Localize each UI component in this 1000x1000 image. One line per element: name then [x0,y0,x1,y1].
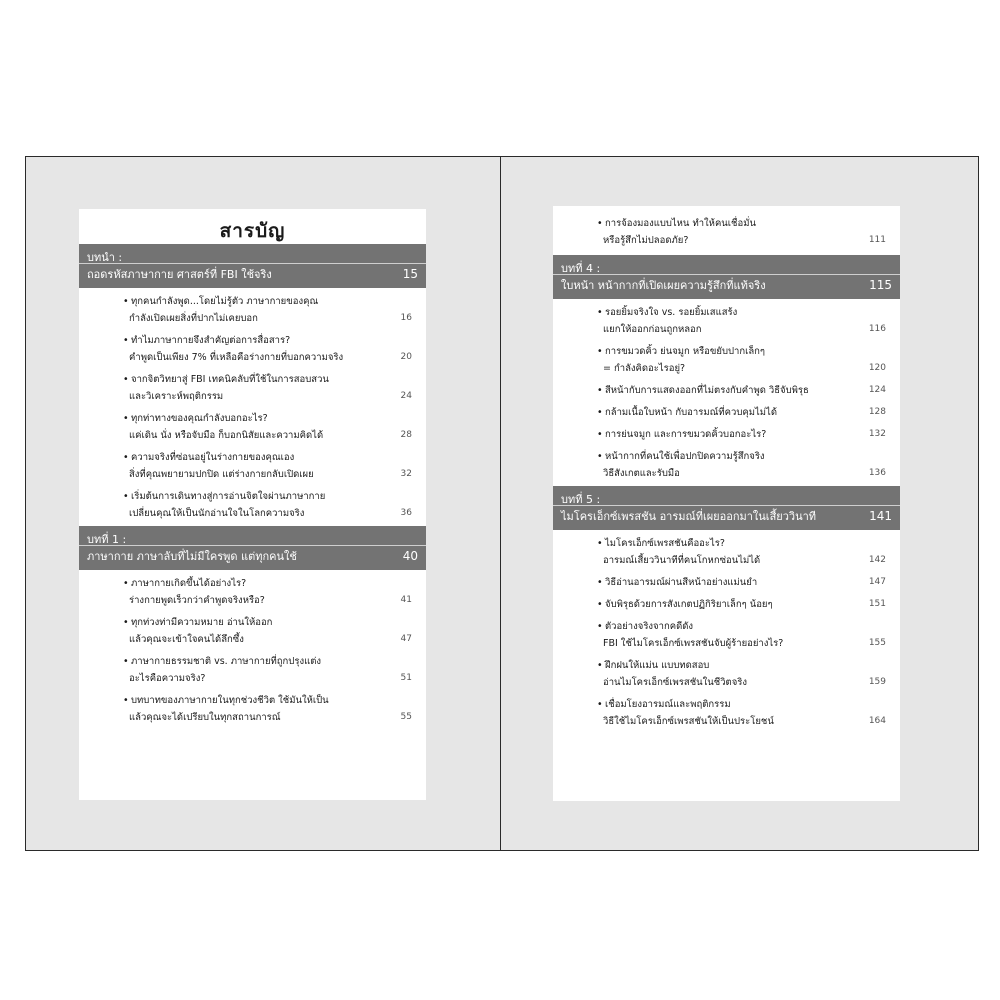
bullet-icon: • [123,491,129,502]
toc-entry-line2: อะไรคือความจริง? [129,673,206,684]
toc-entry-line2: หรือรู้สึกไม่ปลอดภัย? [603,235,689,246]
toc-entry-line2: แค่เดิน นั่ง หรือจับมือ ก็บอกนิสัยและความคิดได้ [129,430,324,441]
toc-entry[interactable] [79,293,426,327]
toc-entry-page-number: 120 [868,363,886,373]
toc-entry-page-number: 136 [868,468,886,478]
toc-entry-line2: วิธีสังเกตและรับมือ [603,468,680,479]
bullet-icon: • [597,699,603,710]
bullet-icon: • [597,538,603,549]
bullet-icon: • [123,578,129,589]
toc-entry-line1: จากจิตวิทยาสู่ FBI เทคนิคลับที่ใช้ในการสอบสวน [131,374,329,385]
chapter-page-number: 40 [402,549,418,563]
chapter-page-number: 115 [869,278,892,292]
toc-entry-page-number: 32 [400,469,412,479]
toc-entry-line1: ฝึกฝนให้แม่น แบบทดสอบ [605,660,710,671]
bullet-icon: • [123,413,129,424]
toc-entry[interactable] [553,426,900,443]
bullet-icon: • [123,695,129,706]
bullet-icon: • [123,374,129,385]
toc-entry[interactable] [79,653,426,687]
toc-entry-line2: และวิเคราะห์พฤติกรรม [129,391,224,402]
toc-entry-page-number: 155 [868,638,886,648]
chapter-header[interactable] [553,255,900,299]
bullet-icon: • [597,307,603,318]
toc-entry-line2: วิธีใช้ไมโครเอ็กซ์เพรสชันให้เป็นประโยชน์ [603,716,774,727]
chapter-label: บทที่ 4 : [561,262,601,275]
bullet-icon: • [597,346,603,357]
chapter-heading: ไมโครเอ็กซ์เพรสชัน อารมณ์ที่เผยออกมาในเสี้ยววินาที [561,510,817,523]
bullet-icon: • [597,385,603,396]
toc-entry[interactable] [79,692,426,726]
toc-entry-line1: ภาษากายเกิดขึ้นได้อย่างไร? [131,578,247,589]
chapter-header[interactable] [79,526,426,570]
toc-entry[interactable] [553,382,900,399]
toc-entry-line2: กำลังเปิดเผยสิ่งที่ปากไม่เคยบอก [129,313,258,324]
toc-entry[interactable] [79,332,426,366]
toc-entry-line2: ร่างกายพูดเร็วกว่าคำพูดจริงหรือ? [129,595,265,606]
toc-entry-line2: อ่านไมโครเอ็กซ์เพรสชันในชีวิตจริง [603,677,748,688]
toc-entry-page-number: 128 [868,407,886,417]
chapter-page-number: 141 [869,509,892,523]
toc-entry[interactable] [553,696,900,730]
toc-entry-page-number: 111 [868,235,886,245]
bullet-icon: • [123,617,129,628]
toc-entry-page-number: 132 [868,429,886,439]
toc-entry-line2: เปลี่ยนคุณให้เป็นนักอ่านใจในโลกความจริง [129,508,305,519]
toc-entry-page-number: 159 [868,677,886,687]
toc-entry[interactable] [79,410,426,444]
chapter-header[interactable] [553,486,900,530]
toc-entry-page-number: 36 [400,508,412,518]
chapter-heading: ใบหน้า หน้ากากที่เปิดเผยความรู้สึกที่แท้จริง [561,279,766,292]
bullet-icon: • [597,621,603,632]
chapter-label: บทที่ 1 : [87,533,127,546]
toc-entry-line2: คำพูดเป็นเพียง 7% ที่เหลือคือร่างกายที่บอกความจริง [129,352,344,363]
toc-entry[interactable] [553,448,900,482]
toc-entry-line1: ทำไมภาษากายจึงสำคัญต่อการสื่อสาร? [131,335,291,346]
toc-entry-line1: สีหน้ากับการแสดงออกที่ไม่ตรงกับคำพูด วิธีจับพิรุธ [605,385,809,396]
chapter-label: บทนำ : [87,251,123,264]
toc-entry-line1: ทุกคนกำลังพูด...โดยไม่รู้ตัว ภาษากายของคุณ [131,296,319,307]
bullet-icon: • [123,335,129,346]
toc-entry-line1: ทุกท่าทางของคุณกำลังบอกอะไร? [131,413,268,424]
toc-entry-line1: หน้ากากที่คนใช้เพื่อปกปิดความรู้สึกจริง [605,451,765,462]
chapter-header[interactable] [79,244,426,288]
toc-entry-page-number: 24 [400,391,412,401]
chapter-label: บทที่ 5 : [561,493,601,506]
left-page [79,209,426,800]
toc-entry[interactable] [79,488,426,522]
bullet-icon: • [597,407,603,418]
toc-entry[interactable] [553,304,900,338]
toc-entry-line1: ภาษากายธรรมชาติ vs. ภาษากายที่ถูกปรุงแต่ง [131,656,322,667]
toc-entry[interactable] [553,574,900,591]
toc-entry-page-number: 20 [400,352,412,362]
toc-entry-line1: เริ่มต้นการเดินทางสู่การอ่านจิตใจผ่านภาษากาย [131,491,326,502]
bullet-icon: • [123,656,129,667]
toc-entry-page-number: 151 [868,599,886,609]
toc-entry-page-number: 28 [400,430,412,440]
toc-entry-line2: FBI ใช้ไมโครเอ็กซ์เพรสชันจับผู้ร้ายอย่างไร? [603,638,784,649]
toc-entry[interactable] [553,535,900,569]
chapter-page-number: 15 [402,267,418,281]
toc-entry-page-number: 16 [400,313,412,323]
toc-entry-line1: การขมวดคิ้ว ย่นจมูก หรือขยับปากเล็กๆ [605,346,766,357]
toc-entry-line1: ความจริงที่ซ่อนอยู่ในร่างกายของคุณเอง [131,452,295,463]
toc-entry-page-number: 147 [868,577,886,587]
chapter-heading: ภาษากาย ภาษาลับที่ไม่มีใครพูด แต่ทุกคนใช้ [87,550,297,563]
toc-entry-line2: แล้วคุณจะเข้าใจคนได้ลึกซึ้ง [129,634,244,645]
bullet-icon: • [123,296,129,307]
right-page [553,206,900,801]
toc-entry-line1: ตัวอย่างจริงจากคดีดัง [605,621,694,632]
toc-entry-page-number: 47 [400,634,412,644]
toc-entry-line1: ไมโครเอ็กซ์เพรสชันคืออะไร? [605,538,725,549]
toc-entry-line2: แล้วคุณจะได้เปรียบในทุกสถานการณ์ [129,712,281,723]
toc-entry-page-number: 51 [400,673,412,683]
toc-entry-line2: สิ่งที่คุณพยายามปกปิด แต่ร่างกายกลับเปิดเผย [129,469,314,480]
book-spread [25,156,979,851]
bullet-icon: • [597,218,603,229]
toc-entry-line1: การย่นจมูก และการขมวดคิ้วบอกอะไร? [605,429,767,440]
bullet-icon: • [597,660,603,671]
toc-entry[interactable] [79,371,426,405]
toc-entry[interactable] [79,575,426,609]
chapter-heading: ถอดรหัสภาษากาย ศาสตร์ที่ FBI ใช้จริง [87,268,272,281]
right-toc-content [553,206,900,734]
toc-entry-line1: วิธีอ่านอารมณ์ผ่านสีหน้าอย่างแม่นยำ [605,577,758,588]
bullet-icon: • [597,599,603,610]
left-toc-content [79,244,426,730]
toc-entry-line1: การจ้องมองแบบไหน ทำให้คนเชื่อมั่น [605,218,756,229]
toc-entry[interactable] [553,657,900,691]
toc-entry-line1: บทบาทของภาษากายในทุกช่วงชีวิต ใช้มันให้เป็น [131,695,329,706]
toc-entry-page-number: 142 [868,555,886,565]
toc-entry-page-number: 116 [868,324,886,334]
toc-entry-line2: = กำลังคิดอะไรอยู่? [603,363,686,374]
toc-entry-line2: แยกให้ออกก่อนถูกหลอก [603,324,702,335]
toc-entry[interactable] [553,618,900,652]
toc-title: สารบัญ [219,220,286,242]
toc-entry[interactable] [553,215,900,249]
toc-entry-line1: ทุกท่วงท่ามีความหมาย อ่านให้ออก [131,617,273,628]
toc-entry[interactable] [553,404,900,421]
toc-entry-page-number: 124 [868,385,886,395]
toc-entry-line1: กล้ามเนื้อใบหน้า กับอารมณ์ที่ควบคุมไม่ได้ [605,407,777,418]
toc-entry-line1: เชื่อมโยงอารมณ์และพฤติกรรม [605,699,731,710]
toc-entry[interactable] [79,614,426,648]
toc-entry-line2: อารมณ์เสี้ยววินาทีที่คนโกหกซ่อนไม่ได้ [603,555,761,566]
bullet-icon: • [597,577,603,588]
toc-entry-line1: จับพิรุธด้วยการสังเกตปฏิกิริยาเล็กๆ น้อยๆ [605,599,773,610]
toc-entry-line1: รอยยิ้มจริงใจ vs. รอยยิ้มเสแสร้ง [605,307,738,318]
bullet-icon: • [597,451,603,462]
toc-entry-page-number: 55 [400,712,412,722]
bullet-icon: • [597,429,603,440]
toc-entry-page-number: 41 [400,595,412,605]
toc-entry-page-number: 164 [868,716,886,726]
toc-entry[interactable] [79,449,426,483]
toc-entry[interactable] [553,343,900,377]
book-spine [500,157,501,850]
bullet-icon: • [123,452,129,463]
toc-entry[interactable] [553,596,900,613]
